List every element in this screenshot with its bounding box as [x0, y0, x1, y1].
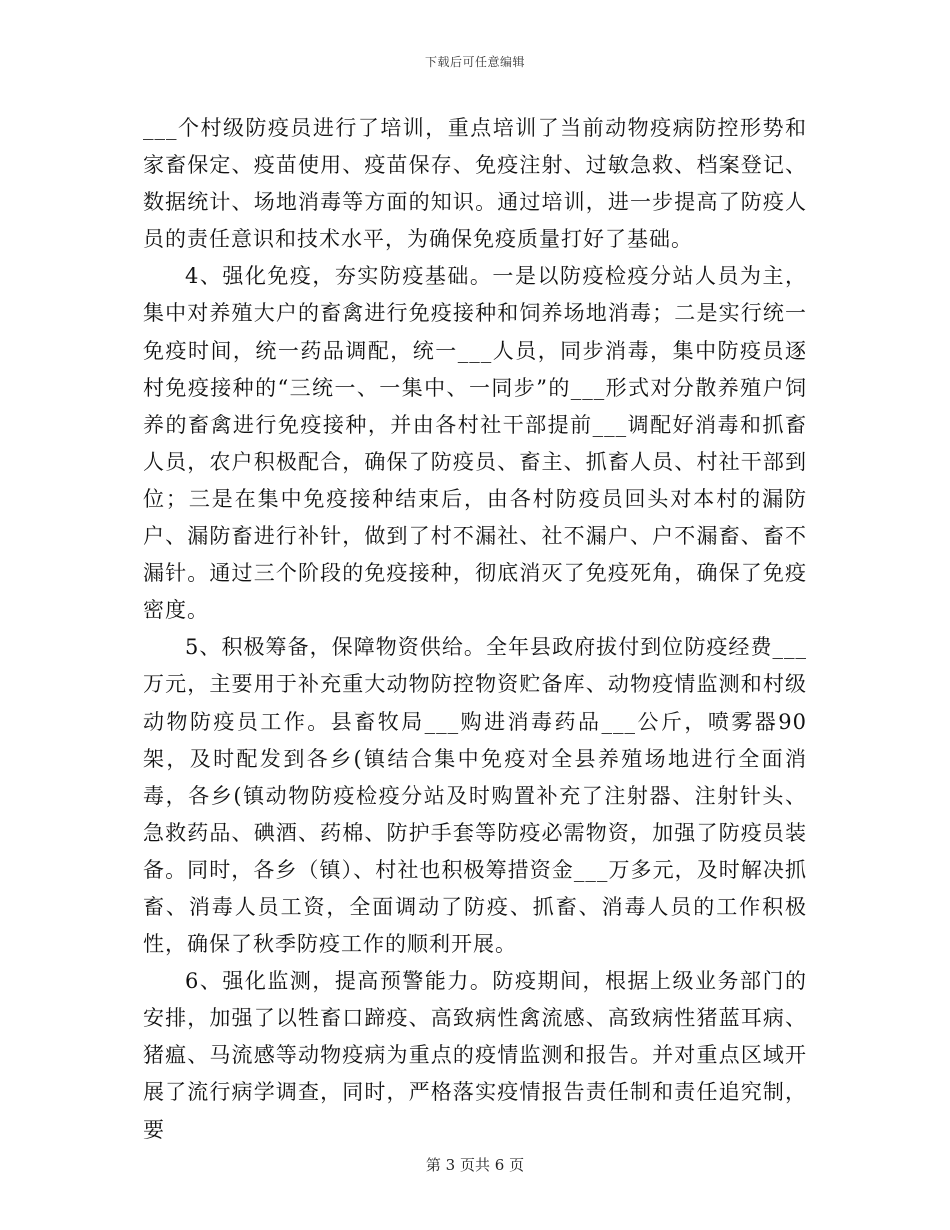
page-number-footer: 第 3 页共 6 页	[425, 1156, 525, 1174]
page-header: 下载后可任意编辑	[424, 55, 525, 69]
paragraph-supplies: 5、积极筹备，保障物资供给。全年县政府拔付到位防疫经费___万元，主要用于补充重大动物防控物资贮备库、动物疫情监测和村级动物防疫员工作。县畜牧局___购进消毒药品___公斤，喷雾器90架，及时配发到各乡(镇结合集中免疫对全县养殖场地进行全面消毒，各乡(镇动物防疫检疫分站及时购置补充了注射器、注射针头、急救药品、碘酒、药棉、防护手套等防疫必需物资，加强了防疫员装备。同时，各乡（镇）、村社也积极筹措资金___万多元，及时解决抓畜、消毒人员工资，全面调动了防疫、抓畜、消毒人员的工作积极性，确保了秋季防疫工作的顺利开展。	[143, 635, 807, 957]
paragraph-immunization: 4、强化免疫，夯实防疫基础。一是以防疫检疫分站人员为主，集中对养殖大户的畜禽进行免疫接种和饲养场地消毒；二是实行统一免疫时间，统一药品调配，统一___人员，同步消毒，集中防疫员逐村免疫接种的“三统一、一集中、一同步”的___形式对分散养殖户饲养的畜禽进行免疫接种，并由各村社干部提前___调配好消毒和抓畜人员，农户积极配合，确保了防疫员、畜主、抓畜人员、村社干部到位；三是在集中免疫接种结束后，由各村防疫员回头对本村的漏防户、漏防畜进行补针，做到了村不漏社、社不漏户、户不漏畜、畜不漏针。通过三个阶段的免疫接种，彻底消灭了免疫死角，确保了免疫密度。	[143, 264, 807, 623]
paragraph-monitoring: 6、强化监测，提高预警能力。防疫期间，根据上级业务部门的安排，加强了以牲畜口蹄疫、高致病性禽流感、高致病性猪蓝耳病、猪瘟、马流感等动物疫病为重点的疫情监测和报告。并对重点区域开展了流行病学调查，同时，严格落实疫情报告责任制和责任追究制，要	[143, 969, 807, 1142]
document-body	[143, 110, 807, 1149]
paragraph-training: ___个村级防疫员进行了培训，重点培训了当前动物疫病防控形势和家畜保定、疫苗使用、疫苗保存、免疫注射、过敏急救、档案登记、数据统计、场地消毒等方面的知识。通过培训，进一步提高了防疫人员的责任意识和技术水平，为确保免疫质量打好了基础。	[143, 116, 807, 252]
